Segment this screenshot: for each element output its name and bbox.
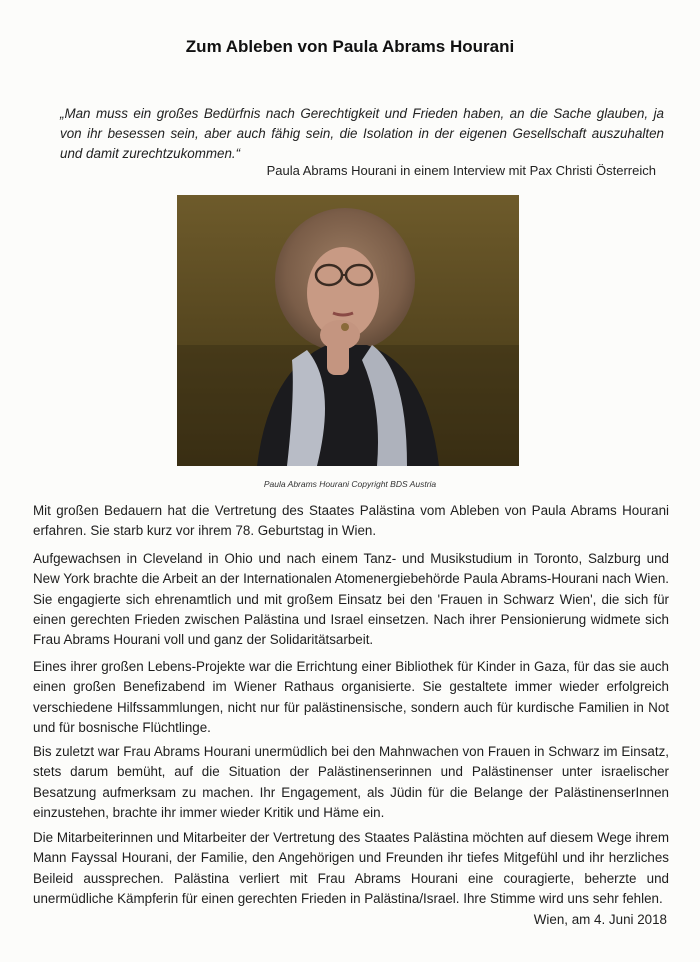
paragraph: Eines ihrer großen Lebens-Projekte war die Errichtung einer Bibliothek für Kinder in Gaza, für das sie auch einen großen Benefizabend im Wiener Rathaus organisierte. Sie gestaltete immer wieder erfolgreich verschiedene Hilfssammlungen, nicht nur für palästinensische, sondern auch für kurdische Familien in Not und für bosnische Flüchtlinge. (33, 659, 669, 735)
quote-attribution: Paula Abrams Hourani in einem Interview mit Pax Christi Österreich (266, 163, 656, 178)
opening-quote: „Man muss ein großes Bedürfnis nach Gerechtigkeit und Frieden haben, an die Sache glauben, ja von ihr besessen sein, aber auch fähig sein, die Isolation in der eigenen Gesellschaft auszuhalten und damit zurechtzukommen.“ (60, 106, 664, 161)
place-date: Wien, am 4. Juni 2018 (533, 912, 667, 927)
photo-caption: Paula Abrams Hourani Copyright BDS Austria (263, 479, 437, 489)
paragraph: Aufgewachsen in Cleveland in Ohio und nach einem Tanz- und Musikstudium in Toronto, Salzburg und New York brachte die Arbeit an der Internationalen Atomenergiebehörde Paula Abrams-Hourani nach Wien. Sie engagierte sich ehrenamtlich und mit großem Einsatz bei den 'Frauen in Schwarz Wien', die sich für einen gerechten Frieden zwischen Palästina und Israel einsetzen. Nach ihrer Pensionierung widmete sich Frau Abrams Hourani voll und ganz der Solidaritätsarbeit. (33, 551, 669, 648)
document-title: Zum Ableben von Paula Abrams Hourani (185, 37, 515, 56)
paragraph: Die Mitarbeiterinnen und Mitarbeiter der Vertretung des Staates Palästina möchten auf diesem Wege ihrem Mann Fayssal Hourani, der Familie, den Angehörigen und Freunden ihr tiefes Mitgefühl und ihr herzliches Beileid aussprechen. Palästina verliert mit Frau Abrams Hourani eine couragierte, beherzte und unermüdliche Kämpferin für einen gerechten Frieden in Palästina/Israel. Ihre Stimme wird uns sehr fehlen. (33, 830, 669, 906)
portrait-photo (177, 195, 519, 466)
paragraph: Bis zuletzt war Frau Abrams Hourani unermüdlich bei den Mahnwachen von Frauen in Schwarz im Einsatz, stets darum bemüht, auf die Situation der Palästinenserinnen und Palästinenser unter israelischer Besatzung aufmerksam zu machen. Ihr Engagement, als Jüdin für die Belange der PalästinenserInnen einzustehen, brachte ihr immer wieder Kritik und Häme ein. (33, 744, 669, 820)
paragraph: Mit großen Bedauern hat die Vertretung des Staates Palästina vom Ableben von Paula Abrams Hourani erfahren. Sie starb kurz vor ihrem 78. Geburtstag in Wien. (33, 503, 669, 539)
